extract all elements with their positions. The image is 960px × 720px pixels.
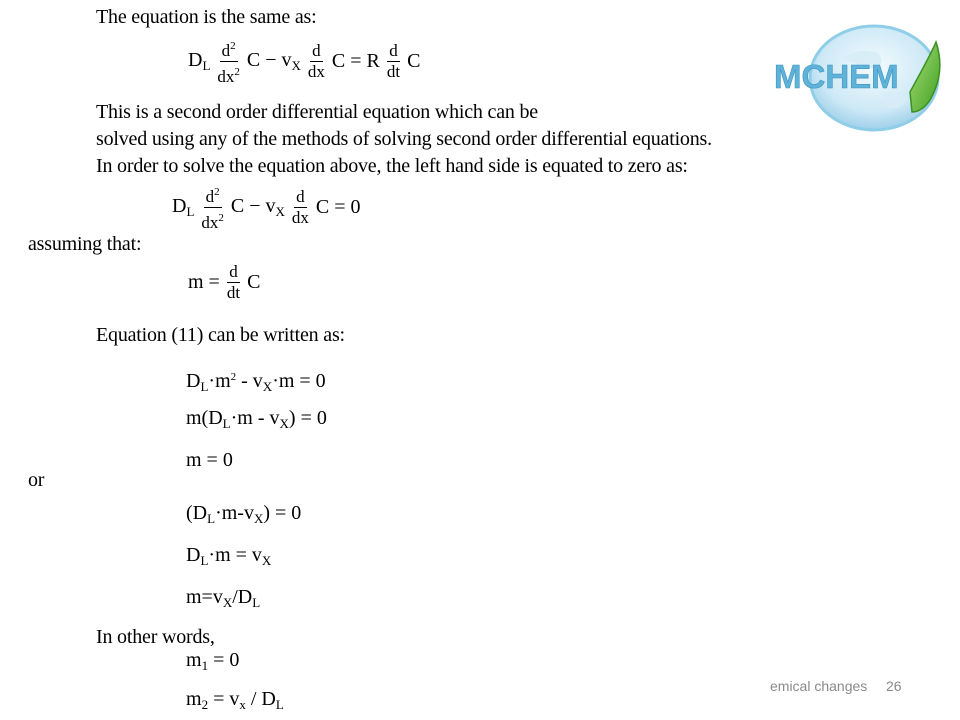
slide-number: 26 — [886, 678, 902, 694]
heading-text: The equation is the same as: — [96, 6, 317, 28]
paragraph-2: solved using any of the methods of solving second order differential equations. — [96, 128, 712, 150]
logo-wordmark: MCHEM — [774, 58, 899, 95]
paragraph-1: This is a second order differential equation which can be — [96, 101, 538, 123]
equation-factored: $m(D_L\cdot m - v_X) = 0$ — [186, 407, 327, 431]
equation-second-factor: $(D_L\cdot m-v_X) = 0$ — [186, 502, 302, 526]
equation-homogeneous: $D_L$ $\frac{d^2}{dx^2}$ $C - v_X$ $\frac{d}{dx}$ C = 0 — [172, 182, 361, 233]
equation-m-definition: m = $\frac{d}{dt}$ C — [188, 262, 261, 302]
assuming-text: assuming that: — [28, 233, 142, 255]
equation-m-zero: m = 0 — [186, 449, 233, 471]
equation-main: $D_L$ $\frac{d^2}{dx^2}$ $C - v_X$ $\frac{d}{dx}$ C = R $\frac{d}{dt}$ C — [188, 36, 420, 87]
equation-11-intro: Equation (11) can be written as: — [96, 324, 345, 346]
equation-m2: $m_2 = v_x / D_L$ — [186, 688, 284, 712]
mchem-logo — [772, 22, 944, 134]
equation-dlm-vx: $D_L\cdot m = v_X$ — [186, 544, 272, 568]
equation-m1: $m_1 = 0$ — [186, 649, 240, 673]
equation-m-solution: $m=v_X/D_L$ — [186, 586, 261, 610]
equation-characteristic: $D_L\cdot m^2 - v_X\cdot m = 0$ — [186, 370, 326, 394]
other-words-text: In other words, — [96, 626, 215, 648]
footer-text: emical changes — [770, 678, 868, 694]
or-text: or — [28, 469, 45, 491]
paragraph-3: In order to solve the equation above, the left hand side is equated to zero as: — [96, 155, 688, 177]
